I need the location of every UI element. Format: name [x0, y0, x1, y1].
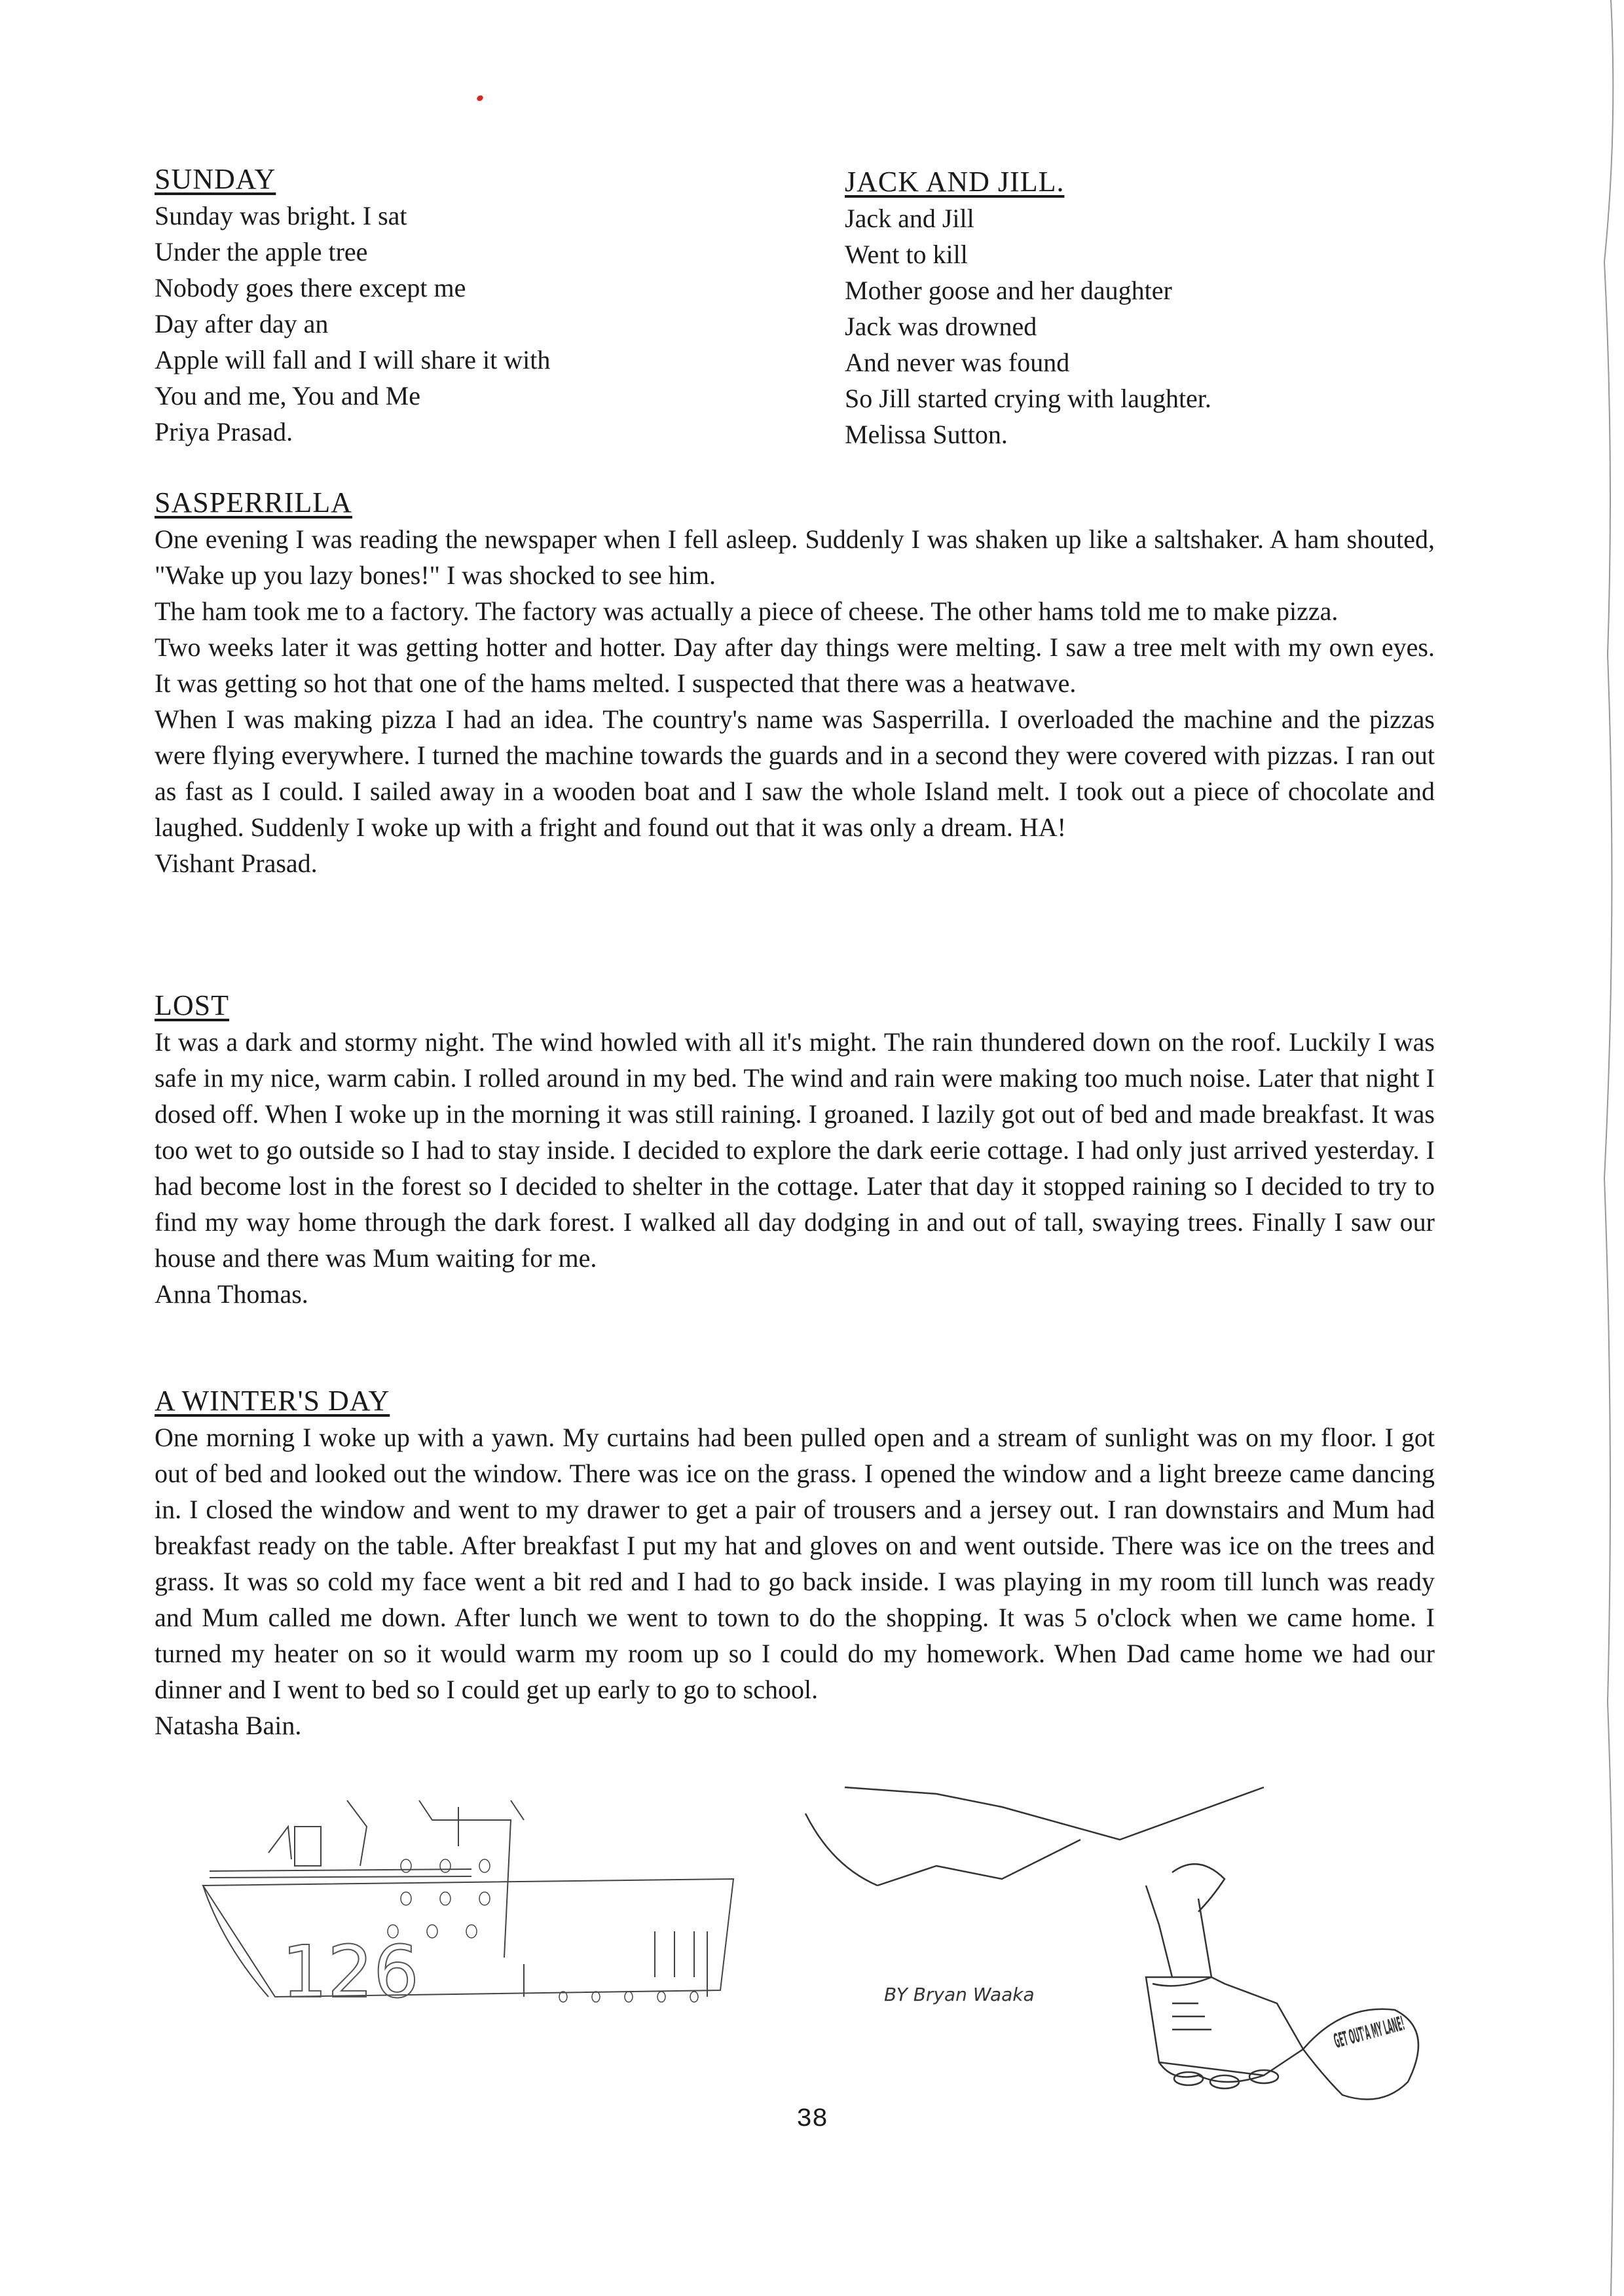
poem-title: SUNDAY	[155, 163, 276, 195]
poem-title: JACK AND JILL.	[845, 166, 1065, 198]
poem-line: Under the apple tree	[155, 237, 368, 266]
scan-edge	[1578, 0, 1624, 2296]
story-paragraph: Two weeks later it was getting hotter and hotter. Day after day things were melting. I saw a tree melt with my own eyes. It was getting so hot that one of the hams melted. I suspected that there was a heatwave.	[155, 632, 1435, 698]
story-sasperrilla	[155, 484, 1435, 881]
poem-line: Jack was drowned	[845, 312, 1037, 341]
poem-line: Jack and Jill	[845, 204, 974, 233]
speech-bubble-text: GET OUT'A MY LANE!	[1331, 1971, 1561, 2053]
boot-drawing	[805, 1768, 1561, 2115]
story-paragraph: One evening I was reading the newspaper when I fell asleep. Suddenly I was shaken up like a saltshaker. A ham shouted, "Wake up you lazy bones!" I was shocked to see him.	[155, 524, 1435, 590]
page-number: 38	[796, 2105, 828, 2134]
story-author: Anna Thomas.	[155, 1279, 308, 1309]
poem-line: Mother goose and her daughter	[845, 276, 1172, 305]
poem-line: You and me, You and Me	[155, 381, 420, 410]
ship-drawing	[196, 1800, 760, 2036]
poem-line: Nobody goes there except me	[155, 273, 466, 302]
poem-line: Apple will fall and I will share it with	[155, 345, 551, 374]
poem-sunday	[155, 161, 809, 450]
red-ink-mark	[476, 94, 485, 102]
story-paragraph: When I was making pizza I had an idea. The country's name was Sasperrilla. I overloaded the machine and the pizzas were flying everywhere. I turned the machine towards the guards and in a second they were covered with pizzas. I ran out as fast as I could. I sailed away in a wooden boat and I saw the whole Island melt. I took out a piece of chocolate and laughed. Suddenly I woke up with a fright and found out that it was only a dream. HA!	[155, 704, 1435, 842]
poem-line: Day after day an	[155, 309, 329, 338]
ship-number-label: 126	[282, 1930, 419, 2014]
poem-line: And never was found	[845, 348, 1070, 377]
story-winters-day	[155, 1383, 1435, 1743]
poem-line: Sunday was bright. I sat	[155, 201, 407, 230]
poem-author: Priya Prasad.	[155, 417, 293, 446]
poem-author: Melissa Sutton.	[845, 420, 1008, 449]
story-title: A WINTER'S DAY	[155, 1385, 390, 1417]
story-lost	[155, 987, 1435, 1312]
story-title: LOST	[155, 989, 229, 1021]
story-paragraph: It was a dark and stormy night. The wind howled with all it's might. The rain thundered down on the roof. Luckily I was safe in my nice, warm cabin. I rolled around in my bed. The wind and rain were making too much noise. Later that night I dosed off. When I woke up in the morning it was still raining. I groaned. I lazily got out of bed and made breakfast. It was too wet to go outside so I had to stay inside. I decided to explore the dark eerie cottage. I had only just arrived yesterday. I had become lost in the forest so I decided to shelter in the cottage. Later that day it stopped raining so I decided to try to find my way home through the dark forest. I walked all day dodging in and out of tall, swaying trees. Finally I saw our house and there was Mum waiting for me.	[155, 1027, 1435, 1273]
poem-line: So Jill started crying with laughter.	[845, 384, 1211, 413]
poem-jack-and-jill	[845, 164, 1500, 452]
poem-line: Went to kill	[845, 240, 968, 269]
story-paragraph: One morning I woke up with a yawn. My curtains had been pulled open and a stream of sunlight was on my floor. I got out of bed and looked out the window. There was ice on the grass. I opened the window and a light breeze came dancing in. I closed the window and went to my drawer to get a pair of trousers and a jersey out. I ran downstairs and Mum had breakfast ready on the table. After breakfast I put my hat and gloves on and went outside. There was ice on the trees and grass. It was so cold my face went a bit red and I had to go back inside. I was playing in my room till lunch was ready and Mum called me down. After lunch we went to town to do the shopping. It was 5 o'clock when we came home. I turned my heater on so it would warm my room up so I could do my homework. When Dad came home we had our dinner and I went to bed so I could get up early to go to school.	[155, 1423, 1435, 1704]
story-author: Vishant Prasad.	[155, 848, 318, 878]
story-author: Natasha Bain.	[155, 1711, 302, 1740]
story-title: SASPERRILLA	[155, 486, 352, 519]
story-paragraph: The ham took me to a factory. The factory was actually a piece of cheese. The other hams told me to make pizza.	[155, 596, 1338, 626]
artist-signature: BY Bryan Waaka	[884, 1984, 1035, 2005]
